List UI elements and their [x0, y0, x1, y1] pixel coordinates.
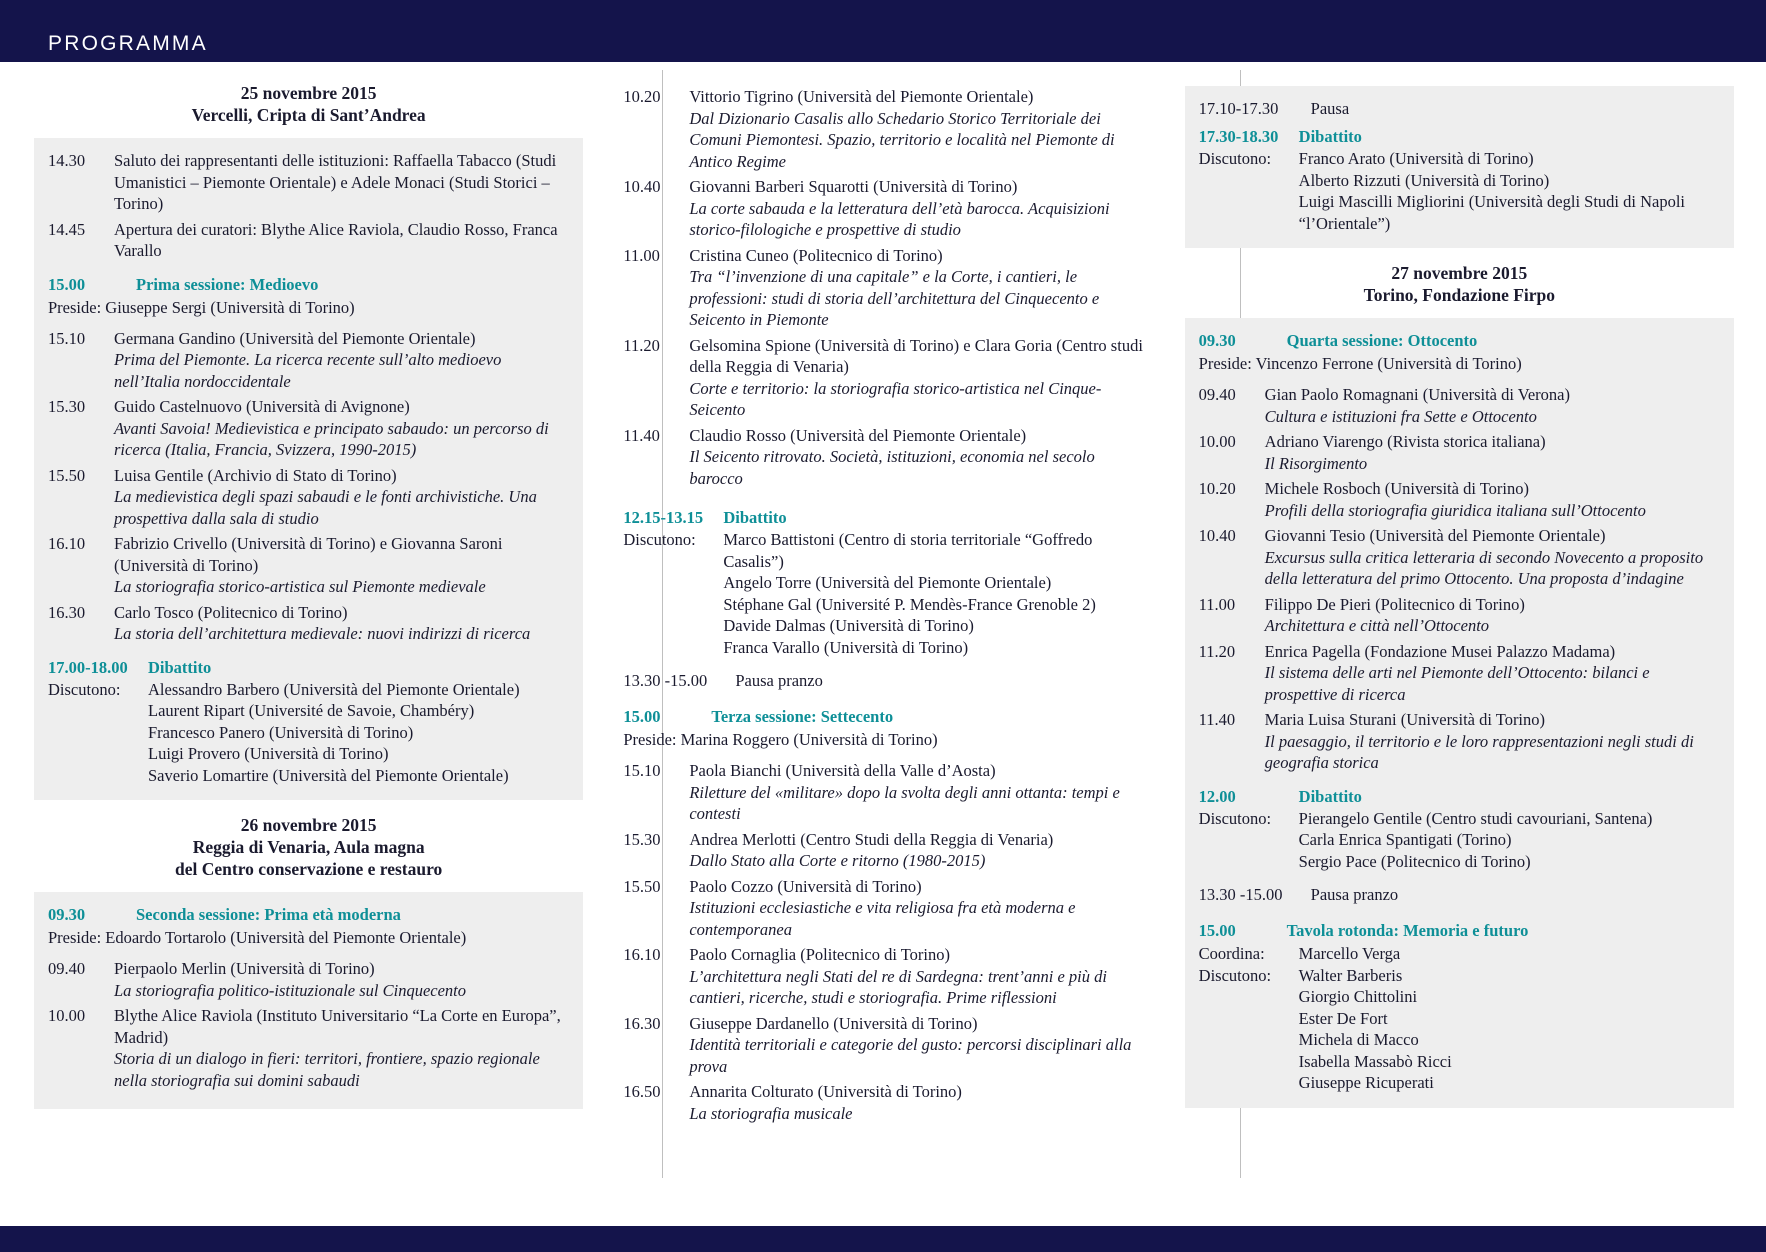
break-label: Pausa	[1310, 99, 1350, 118]
time: 10.20	[1198, 479, 1236, 498]
talk-title: L’architettura negli Stati del re di Sardegna: trent’anni e più di cantieri, ricerche, studi e storiografia. Prime riflessioni	[689, 966, 1107, 1007]
discussant: Franco Arato (Università di Torino)	[1298, 149, 1534, 168]
speaker: Paolo Cozzo (Università di Torino)	[689, 876, 922, 896]
day2-heading	[34, 814, 583, 880]
debate-time: 17.00-18.00	[48, 657, 128, 677]
day3-roundtable-head	[1199, 920, 1720, 942]
debate-label: Dibattito	[723, 508, 787, 527]
discussant: Giuseppe Ricuperati	[1298, 1073, 1434, 1092]
speaker: Paola Bianchi (Università della Valle d’Aosta)	[689, 761, 996, 780]
day1-opening-0	[48, 150, 569, 215]
day2-entry-1	[48, 1005, 569, 1091]
discussant: Luigi Provero (Università di Torino)	[148, 744, 389, 763]
discutono-label: Discutono:	[1198, 808, 1272, 828]
day2-entry-2	[623, 86, 1144, 172]
speaker: Fabrizio Crivello (Università di Torino) e Giovanna Saroni (Università di Torino)	[114, 534, 503, 575]
day3-lunch	[1199, 884, 1720, 906]
break-time: 17.10-17.30	[1198, 99, 1279, 118]
roundtable-label: Tavola rotonda: Memoria e futuro	[1286, 921, 1529, 940]
discussant: Angelo Torre (Università del Piemonte Orientale)	[723, 573, 1052, 592]
talk-title: La medievistica degli spazi sabaudi e le fonti archivistiche. Una prospettiva dalla sala di studio	[114, 487, 537, 528]
discutono-label: Discutono:	[1198, 149, 1272, 168]
discussant: Michela di Macco	[1298, 1030, 1419, 1049]
talk-title: Dallo Stato alla Corte e ritorno (1980-2015)	[689, 851, 986, 870]
session-time: 15.00	[48, 274, 86, 294]
talk-title: Identità territoriali e categorie del gusto: percorsi disciplinari alla prova	[689, 1035, 1132, 1076]
time: 16.30	[623, 1013, 661, 1033]
debate-time: 17.30-18.30	[1198, 127, 1279, 146]
day2-s3-entry-3	[623, 944, 1144, 1009]
debate-time: 12.15-13.15	[623, 508, 704, 527]
day2-break	[1199, 98, 1720, 120]
session-label: Quarta sessione: Ottocento	[1286, 331, 1478, 350]
day3-entry-2	[1199, 478, 1720, 521]
talk-title: Prima del Piemonte. La ricerca recente sull’alto medioevo nell’Italia nordoccidentale	[114, 350, 502, 391]
day2-entry-0	[48, 958, 569, 1001]
page-title: PROGRAMMA	[48, 32, 208, 55]
time: 16.30	[48, 602, 86, 622]
speaker: Vittorio Tigrino (Università del Piemonte Orientale)	[689, 87, 1034, 106]
discutono-label: Discutono:	[623, 530, 696, 549]
time: 10.00	[48, 1006, 86, 1025]
day1-debate-discussants	[48, 679, 569, 787]
speaker: Cristina Cuneo (Politecnico di Torino)	[689, 245, 943, 265]
day1-entry-3	[48, 533, 569, 598]
time: 15.50	[623, 876, 661, 896]
speaker: Blythe Alice Raviola (Instituto Universitario “La Corte en Europa”, Madrid)	[114, 1006, 561, 1047]
discussant: Sergio Pace (Politecnico di Torino)	[1298, 851, 1531, 871]
time: 15.30	[623, 829, 661, 849]
day2-preside: Preside: Edoardo Tortarolo (Università del Piemonte Orientale)	[48, 928, 467, 947]
time: 11.00	[1198, 594, 1236, 614]
day3-venue: Torino, Fondazione Firpo	[1363, 285, 1556, 305]
discussant: Alessandro Barbero (Università del Piemonte Orientale)	[148, 679, 520, 699]
day2-venue-2: del Centro conservazione e restauro	[175, 859, 443, 879]
lunch-time: 13.30 -15.00	[623, 671, 708, 690]
discussant: Isabella Massabò Ricci	[1298, 1051, 1452, 1071]
day1-block	[34, 138, 583, 800]
discussant: Giorgio Chittolini	[1298, 987, 1418, 1006]
day2-s3-entry-5	[623, 1081, 1144, 1124]
speaker: Pierpaolo Merlin (Università di Torino)	[114, 959, 375, 978]
lunch-time: 13.30 -15.00	[1198, 885, 1283, 904]
speaker: Carlo Tosco (Politecnico di Torino)	[114, 602, 348, 622]
talk-title: Tra “l’invenzione di una capitale” e la Corte, i cantieri, le professioni: studi di storia dell’architettura del Cinquecento e Seicento in Piemonte	[689, 267, 1100, 329]
day3-roundtable-coordinator	[1199, 943, 1720, 965]
speaker: Michele Rosboch (Università di Torino)	[1264, 479, 1529, 498]
session-label: Prima sessione: Medioevo	[136, 274, 319, 294]
day1-entry-4	[48, 602, 569, 645]
day3-preside: Preside: Vincenzo Ferrone (Università di Torino)	[1198, 354, 1522, 373]
discutono-label: Discutono:	[48, 679, 121, 699]
talk-title: Il Risorgimento	[1264, 453, 1368, 473]
speaker: Guido Castelnuovo (Università di Avignone)	[114, 397, 410, 416]
footer-band	[0, 1226, 1766, 1252]
speaker: Gelsomina Spione (Università di Torino) e Clara Goria (Centro studi della Reggia di Venaria)	[689, 335, 1143, 376]
day2-block-col2	[609, 70, 1158, 1142]
day2-s3-entry-0	[623, 760, 1144, 825]
day3-entry-0	[1199, 384, 1720, 427]
time: 10.40	[623, 177, 661, 196]
day1-preside: Preside: Giuseppe Sergi (Università di Torino)	[48, 297, 355, 317]
speaker: Giuseppe Dardanello (Università di Torino)	[689, 1013, 978, 1033]
column-1	[34, 70, 583, 1220]
talk-title: Corte e territorio: la storiografia storico-artistica nel Cinque-Seicento	[689, 378, 1102, 419]
discussant: Luigi Mascilli Migliorini (Università degli Studi di Napoli “l’Orientale”)	[1298, 192, 1685, 233]
speaker: Giovanni Tesio (Università del Piemonte Orientale)	[1264, 526, 1606, 545]
debate-time: 12.00	[1198, 786, 1236, 806]
speaker: Claudio Rosso (Università del Piemonte Orientale)	[689, 425, 1027, 445]
day2-debate-head	[623, 507, 1144, 529]
time: 09.40	[48, 959, 86, 978]
day1-session-head	[48, 274, 569, 296]
debate-label: Dibattito	[1298, 786, 1362, 806]
talk-title: Avanti Savoia! Medievistica e principato sabaudo: un percorso di ricerca (Italia, Francia, Svizzera, 1990-2015)	[114, 418, 549, 459]
day2-entry-3	[623, 176, 1144, 241]
speaker: Giovanni Barberi Squarotti (Università di Torino)	[689, 177, 1018, 196]
day1-entry-2	[48, 465, 569, 530]
day1-venue: Vercelli, Cripta di Sant’Andrea	[191, 105, 426, 125]
talk-title: Dal Dizionario Casalis allo Schedario Storico Territoriale dei Comuni Piemontesi. Spazio, territorio e località nel Piemonte di Antico Regime	[689, 108, 1115, 171]
lunch-label: Pausa pranzo	[735, 671, 823, 690]
talk-title: Profili della storiografia giuridica italiana sull’Ottocento	[1264, 500, 1646, 520]
session-time: 09.30	[1198, 331, 1236, 350]
day3-debate-discussants	[1199, 808, 1720, 873]
day3-session-head	[1199, 330, 1720, 352]
time: 16.50	[623, 1082, 661, 1101]
discussant: Alberto Rizzuti (Università di Torino)	[1298, 170, 1550, 190]
day2-block-col1	[34, 892, 583, 1109]
talk-title: Riletture del «militare» dopo la svolta degli anni ottanta: tempi e contesti	[689, 782, 1120, 823]
day2-s3-entry-4	[623, 1013, 1144, 1078]
talk-title: Architettura e città nell’Ottocento	[1264, 616, 1490, 635]
day3-entry-4	[1199, 594, 1720, 637]
speaker: Gian Paolo Romagnani (Università di Verona)	[1264, 385, 1570, 404]
discutono-label: Discutono:	[1198, 965, 1272, 985]
time: 16.10	[48, 534, 86, 553]
time: 15.30	[48, 397, 86, 416]
discussant: Pierangelo Gentile (Centro studi cavouriani, Santena)	[1298, 808, 1653, 828]
time: 11.00	[623, 245, 660, 265]
time: 11.20	[1198, 641, 1236, 661]
column-3	[1185, 70, 1734, 1220]
talk-title: Il sistema delle arti nel Piemonte dell’Ottocento: bilanci e prospettive di ricerca	[1264, 663, 1650, 704]
speaker: Andrea Merlotti (Centro Studi della Reggia di Venaria)	[689, 829, 1054, 849]
session-label: Terza sessione: Settecento	[711, 707, 894, 726]
discussant: Marco Battistoni (Centro di storia territoriale “Goffredo Casalis”)	[723, 530, 1093, 571]
time: 15.10	[48, 328, 86, 348]
speaker: Adriano Viarengo (Rivista storica italiana)	[1264, 432, 1546, 451]
discussant: Davide Dalmas (Università di Torino)	[723, 616, 974, 635]
text: Apertura dei curatori: Blythe Alice Raviola, Claudio Rosso, Franca Varallo	[114, 219, 558, 260]
speaker: Maria Luisa Sturani (Università di Torino)	[1264, 710, 1546, 729]
session-time: 15.00	[623, 707, 661, 726]
day2-lunch	[623, 670, 1144, 692]
day1-entry-0	[48, 328, 569, 393]
talk-title: Storia di un dialogo in fieri: territori, frontiere, spazio regionale nella storiografia sui domini sabaudi	[114, 1049, 540, 1090]
day2-break-block	[1185, 86, 1734, 248]
day3-entry-1	[1199, 431, 1720, 474]
day2-session-head	[48, 904, 569, 926]
speaker: Annarita Colturato (Università di Torino)	[689, 1082, 962, 1101]
header-band	[0, 0, 1766, 62]
day3-entry-3	[1199, 525, 1720, 590]
day2-entry-5	[623, 335, 1144, 421]
discussant: Laurent Ripart (Université de Savoie, Chambéry)	[148, 701, 475, 720]
talk-title: La storiografia politico-istituzionale sul Cinquecento	[114, 980, 467, 1000]
time: 10.40	[1198, 526, 1236, 545]
day3-debate-head	[1199, 786, 1720, 808]
day3-entry-5	[1199, 641, 1720, 706]
discussant: Franca Varallo (Università di Torino)	[723, 637, 969, 657]
day2-debate2-discussants	[1199, 148, 1720, 234]
debate-label: Dibattito	[1298, 127, 1362, 146]
day2-entry-4	[623, 245, 1144, 331]
time: 11.20	[623, 335, 660, 355]
day2-session3-preside: Preside: Marina Roggero (Università di Torino)	[623, 730, 938, 749]
discussant: Stéphane Gal (Université P. Mendès-France Grenoble 2)	[723, 594, 1096, 614]
day3-roundtable-discussants	[1199, 965, 1720, 1094]
day1-heading	[34, 82, 583, 126]
day2-s3-entry-2	[623, 876, 1144, 941]
column-2	[609, 70, 1158, 1220]
lunch-label: Pausa pranzo	[1310, 885, 1399, 904]
talk-title: La storiografia storico-artistica sul Piemonte medievale	[114, 577, 486, 596]
talk-title: Excursus sulla critica letteraria di secondo Novecento a proposito della letteratura del primo Ottocento. Una proposta d’indagine	[1264, 547, 1704, 588]
day2-session3-head	[623, 706, 1144, 728]
text: Saluto dei rappresentanti delle istituzioni: Raffaella Tabacco (Studi Umanistici – Piemonte Orientale) e Adele Monaci (Studi Storici – Torino)	[114, 151, 557, 213]
debate-label: Dibattito	[148, 657, 212, 677]
day1-entry-1	[48, 396, 569, 461]
talk-title: La corte sabauda e la letteratura dell’età barocca. Acquisizioni storico-filologiche e prospettive di studio	[689, 198, 1110, 239]
speaker: Filippo De Pieri (Politecnico di Torino)	[1264, 594, 1525, 614]
day3-entry-6	[1199, 709, 1720, 774]
talk-title: La storiografia musicale	[689, 1103, 853, 1123]
day3-date: 27 novembre 2015	[1391, 263, 1528, 283]
time: 11.40	[623, 425, 660, 445]
talk-title: Cultura e istituzioni fra Sette e Ottocento	[1264, 406, 1537, 426]
day1-debate-head	[48, 657, 569, 679]
day2-date: 26 novembre 2015	[240, 815, 377, 835]
day3-block	[1185, 318, 1734, 1108]
time: 10.00	[1198, 432, 1236, 451]
day1-opening-1	[48, 219, 569, 262]
coordina-label: Coordina:	[1198, 944, 1265, 963]
time: 15.10	[623, 761, 661, 780]
time: 10.20	[623, 87, 661, 106]
talk-title: Il Seicento ritrovato. Società, istituzioni, economia nel secolo barocco	[689, 447, 1095, 488]
talk-title: Istituzioni ecclesiastiche e vita religiosa fra età moderna e contemporanea	[689, 898, 1076, 939]
day2-debate-discussants	[623, 529, 1144, 658]
day1-date: 25 novembre 2015	[240, 83, 377, 103]
day2-s3-entry-1	[623, 829, 1144, 872]
discussant: Francesco Panero (Università di Torino)	[148, 722, 414, 742]
speaker: Paolo Cornaglia (Politecnico di Torino)	[689, 945, 950, 964]
time: 15.50	[48, 465, 86, 485]
speaker: Enrica Pagella (Fondazione Musei Palazzo Madama)	[1264, 641, 1616, 661]
coordinator-name: Marcello Verga	[1298, 944, 1401, 963]
discussant: Carla Enrica Spantigati (Torino)	[1298, 830, 1512, 849]
session-label: Seconda sessione: Prima età moderna	[136, 905, 401, 924]
programme-columns	[34, 70, 1734, 1220]
time: 14.30	[48, 151, 86, 170]
time: 11.40	[1198, 710, 1236, 729]
day2-venue-1: Reggia di Venaria, Aula magna	[192, 837, 425, 857]
talk-title: La storia dell’architettura medievale: nuovi indirizzi di ricerca	[114, 624, 531, 643]
day2-debate2-head	[1199, 126, 1720, 148]
time: 09.40	[1198, 385, 1236, 404]
time: 16.10	[623, 945, 661, 964]
speaker: Germana Gandino (Università del Piemonte Orientale)	[114, 328, 476, 348]
session-time: 09.30	[48, 905, 86, 924]
day2-entry-6	[623, 425, 1144, 490]
day3-heading	[1185, 262, 1734, 306]
discussant: Walter Barberis	[1298, 965, 1403, 985]
discussant: Ester De Fort	[1298, 1008, 1388, 1028]
time: 14.45	[48, 219, 86, 239]
discussant: Saverio Lomartire (Università del Piemonte Orientale)	[148, 765, 509, 785]
talk-title: Il paesaggio, il territorio e le loro rappresentazioni negli studi di geografia storica	[1264, 731, 1694, 772]
roundtable-time: 15.00	[1198, 921, 1236, 940]
speaker: Luisa Gentile (Archivio di Stato di Torino)	[114, 465, 397, 485]
